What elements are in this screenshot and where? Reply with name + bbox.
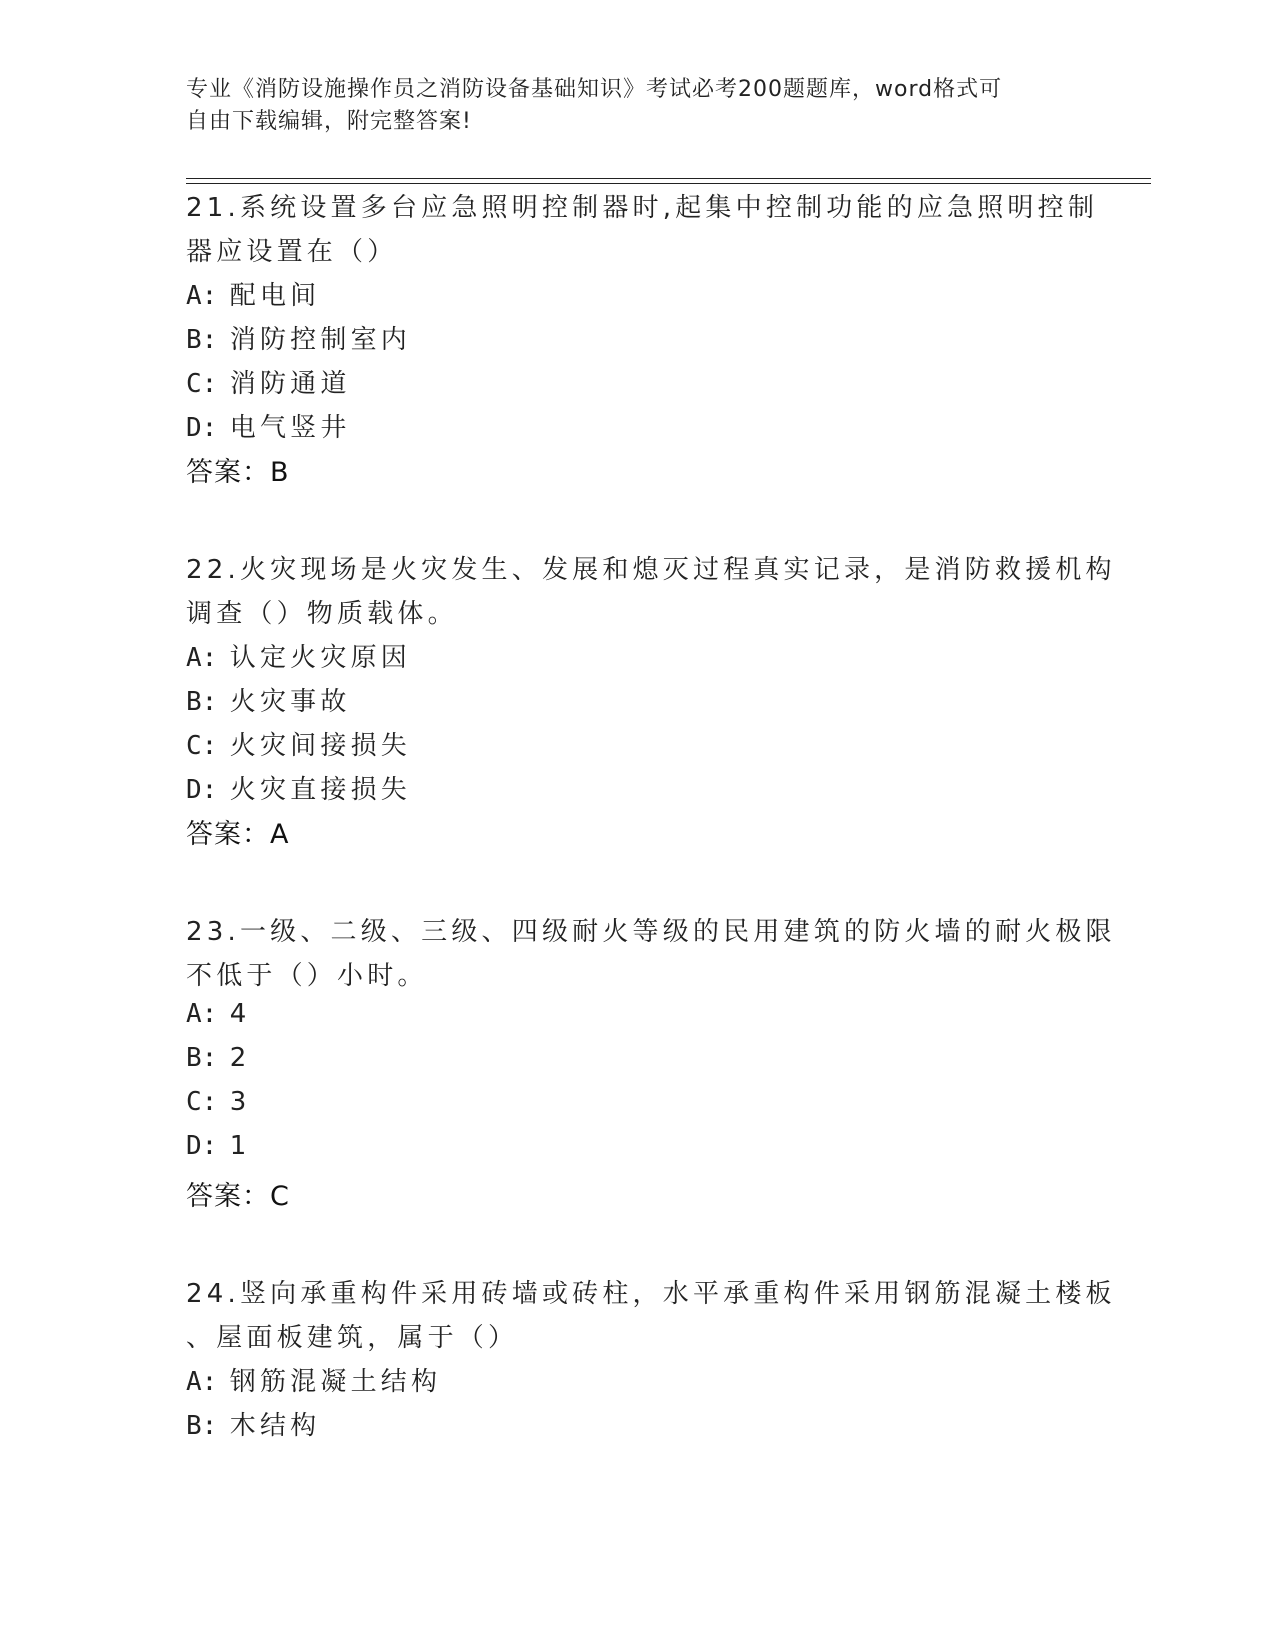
question-21-option-b: [186, 319, 411, 356]
question-23-text-line-1: 23.一级、二级、三级、四级耐火等级的民用建筑的防火墙的耐火极限: [186, 917, 1116, 947]
question-21-answer: 答案：B: [186, 457, 290, 488]
option-text: 认定火灾原因: [229, 643, 411, 673]
option-key: A:: [186, 1367, 218, 1397]
question-23-option-c: [186, 1087, 251, 1117]
option-text: 4: [229, 999, 251, 1029]
question-23-text-line-2: 不低于（）小时。: [186, 961, 428, 991]
question-22-text-line-2: 调查（）物质载体。: [186, 599, 458, 629]
question-23-option-d: [186, 1131, 251, 1161]
question-21-option-a: [186, 275, 320, 312]
question-22-option-b: [186, 681, 351, 718]
header-line-2: 自由下载编辑，附完整答案!: [186, 109, 472, 134]
option-text: 火灾间接损失: [229, 731, 411, 761]
option-key: A:: [186, 281, 218, 311]
header-divider-top: [186, 178, 1151, 179]
option-text: 火灾直接损失: [229, 775, 411, 805]
document-header: [186, 74, 1066, 138]
question-24-text-line-1: 24.竖向承重构件采用砖墙或砖柱，水平承重构件采用钢筋混凝土楼板: [186, 1279, 1116, 1309]
question-21-option-d: [186, 407, 351, 444]
question-24-text-line-2: 、屋面板建筑，属于（）: [186, 1323, 519, 1353]
option-key: D:: [186, 775, 218, 805]
question-23-option-b: [186, 1043, 251, 1073]
question-22-option-c: [186, 725, 411, 762]
header-line-1: 专业《消防设施操作员之消防设备基础知识》考试必考200题题库，word格式可: [186, 77, 1003, 102]
option-text: 钢筋混凝土结构: [229, 1367, 442, 1397]
option-key: A:: [186, 643, 218, 673]
option-text: 电气竖井: [229, 413, 351, 443]
option-text: 消防控制室内: [229, 325, 411, 355]
option-key: C:: [186, 1087, 218, 1117]
option-key: B:: [186, 1043, 218, 1073]
option-text: 消防通道: [229, 369, 351, 399]
question-22-option-d: [186, 769, 411, 806]
option-key: B:: [186, 687, 218, 717]
question-24-option-b: [186, 1405, 320, 1442]
option-text: 火灾事故: [229, 687, 351, 717]
option-key: A:: [186, 999, 218, 1029]
option-text: 配电间: [229, 281, 321, 311]
option-key: C:: [186, 369, 218, 399]
option-text: 3: [229, 1087, 251, 1117]
question-22-answer: 答案：A: [186, 819, 290, 850]
option-key: B:: [186, 325, 218, 355]
option-key: D:: [186, 1131, 218, 1161]
question-24-option-a: [186, 1361, 441, 1398]
question-22-option-a: [186, 637, 411, 674]
question-21-option-c: [186, 363, 351, 400]
option-text: 2: [229, 1043, 251, 1073]
question-23-option-a: [186, 999, 251, 1029]
option-text: 木结构: [229, 1411, 321, 1441]
question-22-text-line-1: 22.火灾现场是火灾发生、发展和熄灭过程真实记录，是消防救援机构: [186, 555, 1116, 585]
option-key: B:: [186, 1411, 218, 1441]
question-21-text-line-2: 器应设置在（）: [186, 237, 398, 267]
option-key: D:: [186, 413, 218, 443]
question-21-text-line-1: 21.系统设置多台应急照明控制器时,起集中控制功能的应急照明控制: [186, 193, 1099, 223]
question-23-answer: 答案：C: [186, 1181, 290, 1212]
option-key: C:: [186, 731, 218, 761]
header-divider-bottom: [186, 183, 1151, 184]
option-text: 1: [229, 1131, 251, 1161]
